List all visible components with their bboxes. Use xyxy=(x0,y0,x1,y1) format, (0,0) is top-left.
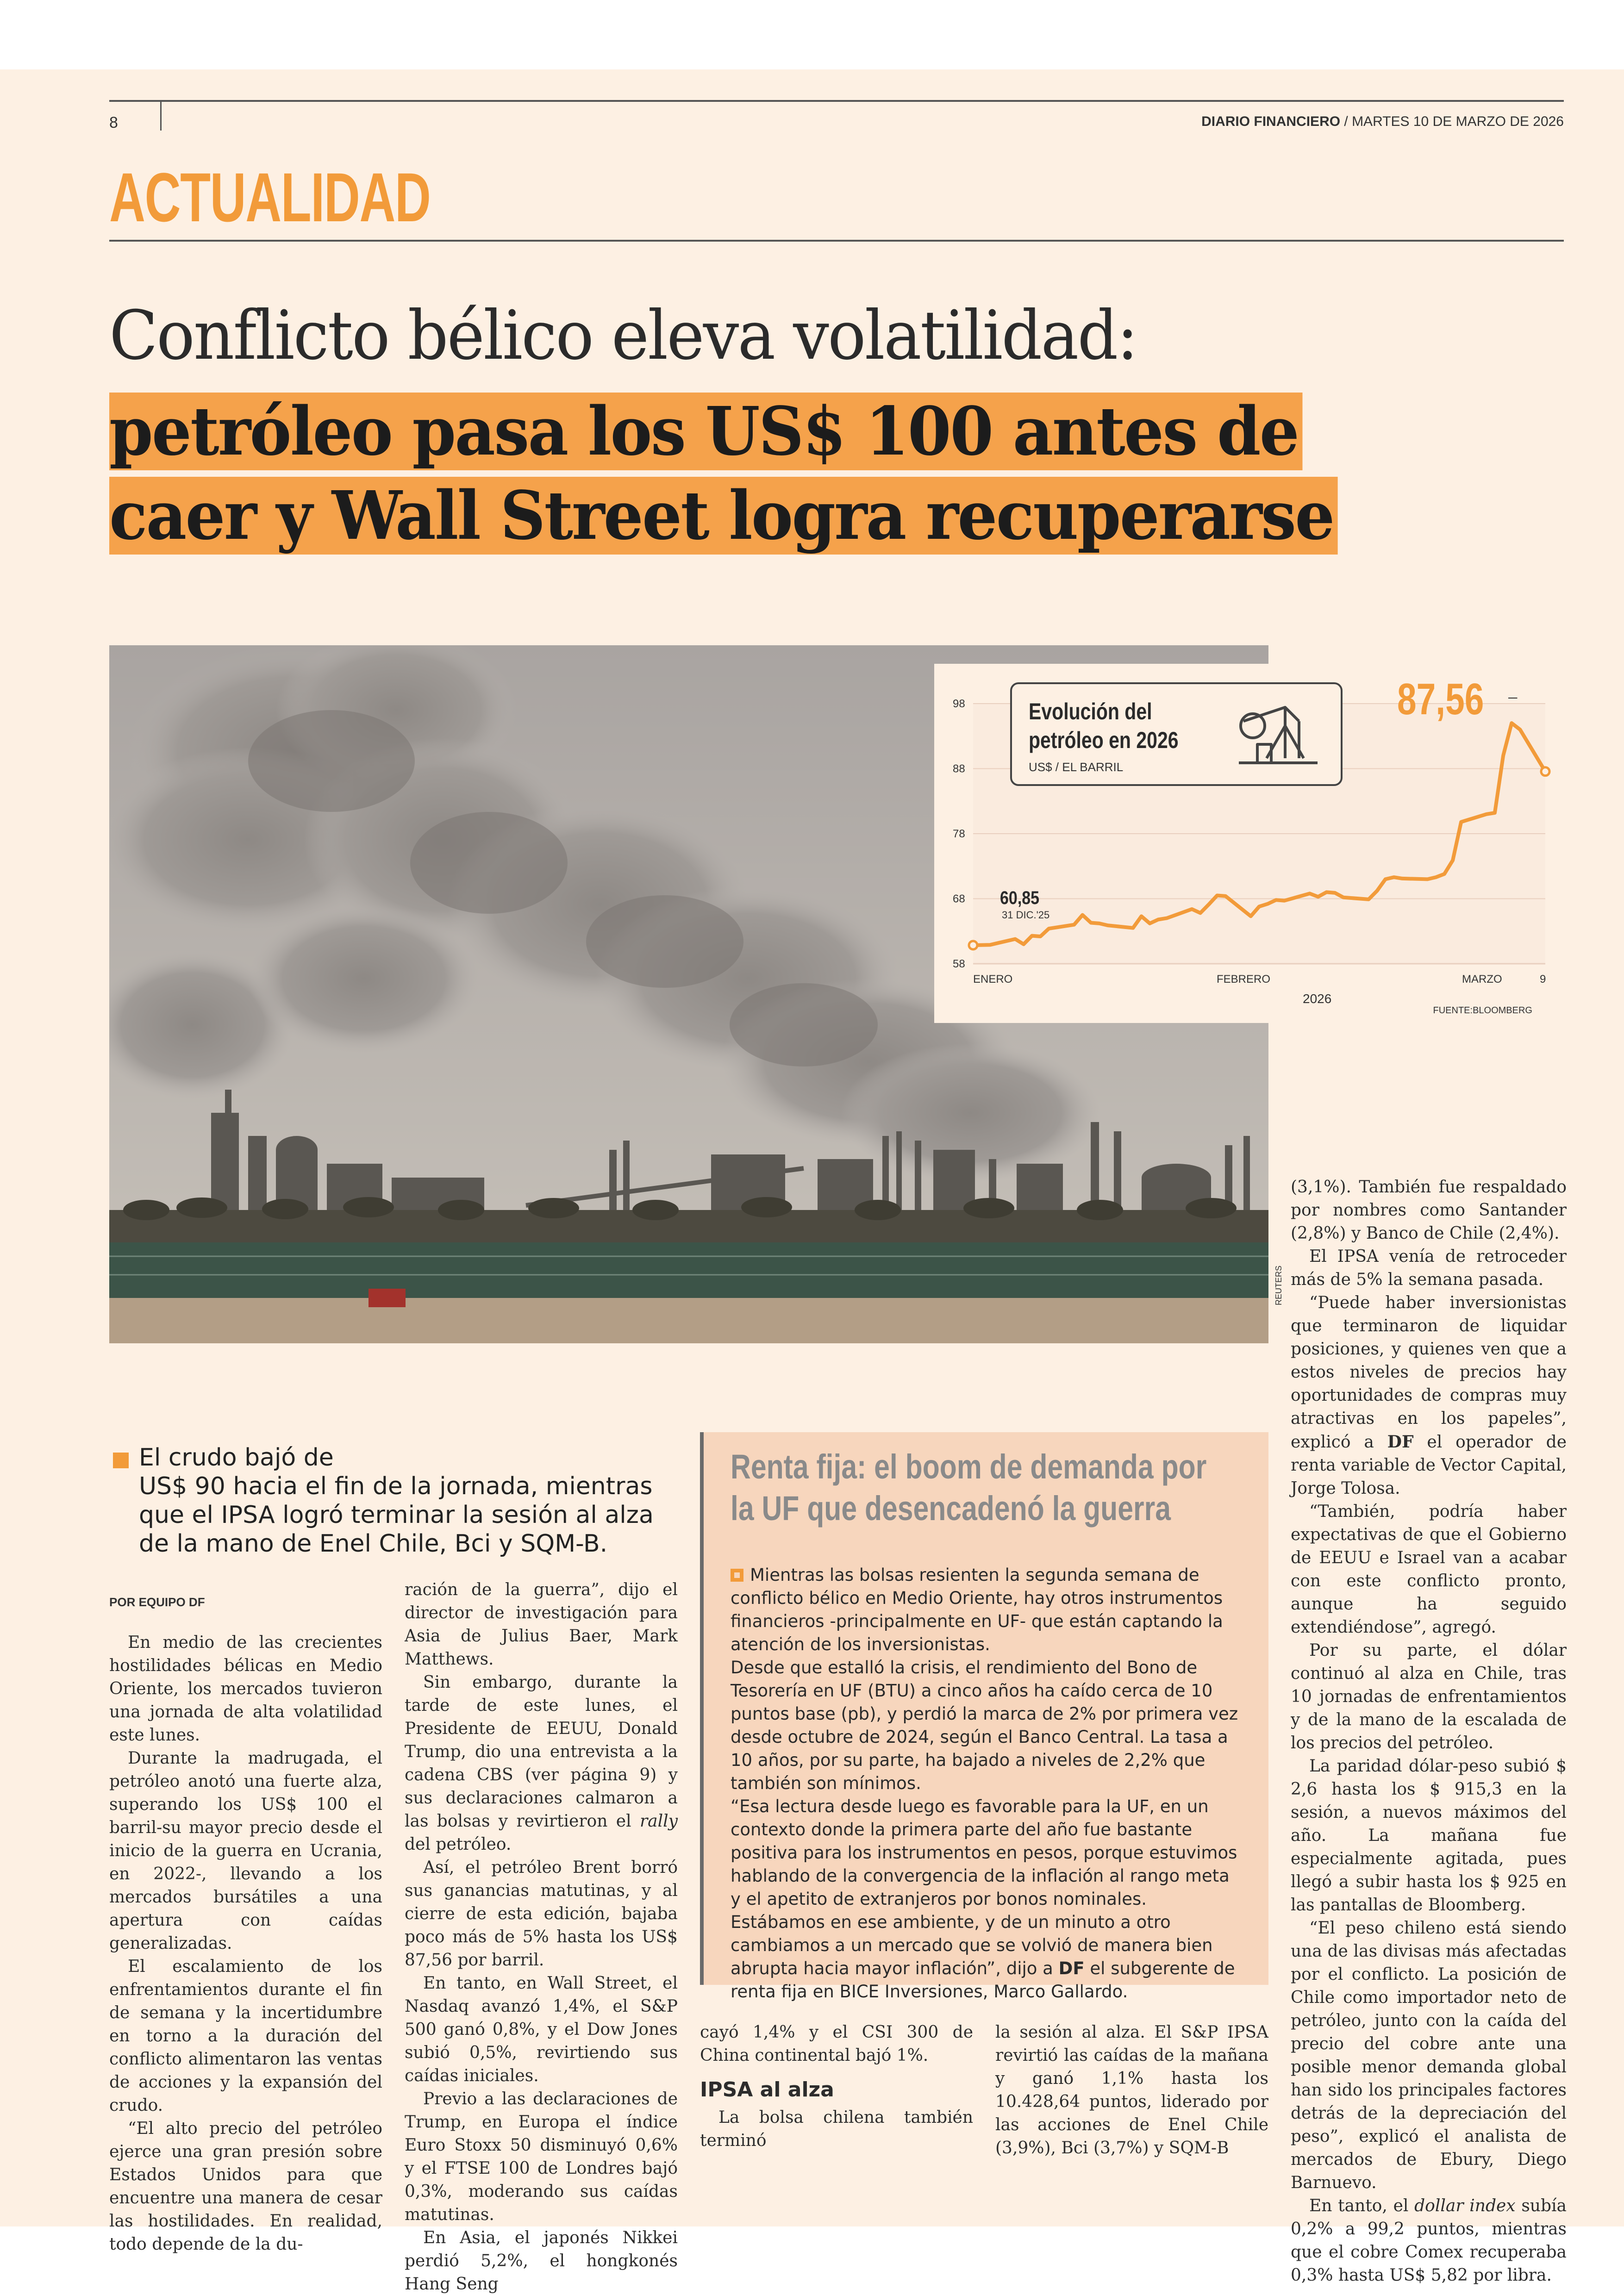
headline-line-3: caer y Wall Street logra recuperarse xyxy=(109,477,1338,555)
paragraph: (3,1%). También fue respaldado por nombres como Santander (2,8%) y Banco de Chile (2,4%). xyxy=(1291,1178,1567,1243)
chart-title-line-1: Evolución del xyxy=(1029,698,1152,724)
sidebar-accent-bar xyxy=(700,1432,704,1985)
y-tick-label: 78 xyxy=(953,828,965,840)
x-label-day: 9 xyxy=(1540,973,1546,985)
section-title: ACTUALIDAD xyxy=(109,158,431,236)
sidebar-text: el subgerente de renta fija en BICE Inversiones, Marco Gallardo. xyxy=(731,1958,1235,2002)
body-column-4 xyxy=(995,2021,1268,2160)
body-column-5 xyxy=(1291,1176,1567,2287)
photo-credit: REUTERS xyxy=(1274,1265,1283,1305)
text-run: subía 0,2% a 99,2 puntos, mientras que el cobre Comex recuperaba 0,3% hasta US$ 5,82 por libra. xyxy=(1291,2196,1567,2285)
page-number: 8 xyxy=(109,114,118,131)
chart-title-box xyxy=(1010,682,1343,786)
paragraph: “El peso chileno está siendo una de las divisas más afectadas por el conflicto. La posición de Chile como importador neto de petróleo, junto con la caída del precio del cobre ante una posible menor demanda global han sido los principales factores detrás de la depreciación del peso”, explicó el analista de mercados de Ebury, Diego Barnuevo. xyxy=(1291,1919,1567,2192)
paragraph: cayó 1,4% y el CSI 300 de China continental bajó 1%. xyxy=(700,2023,973,2065)
lead-paragraph xyxy=(139,1443,685,1558)
italic-text: rally xyxy=(639,1812,678,1831)
sidebar-paragraph xyxy=(731,1564,1244,1656)
paragraph: Por su parte, el dólar continuó al alza en Chile, tras 10 jornadas de enfrentamientos y de la mano de la escalada de los precios del petróleo. xyxy=(1291,1641,1567,1752)
paragraph: En medio de las crecientes hostilidades bélicas en Medio Oriente, los mercados tuvieron una jornada de alta volatilidad este lunes. xyxy=(109,1633,382,1745)
y-tick-label: 68 xyxy=(953,892,965,905)
paragraph xyxy=(405,1671,678,1856)
italic-text: dollar index xyxy=(1414,2196,1516,2215)
paragraph: La bolsa chilena también terminó xyxy=(700,2108,973,2150)
square-bullet-icon xyxy=(731,1569,743,1582)
oil-price-chart xyxy=(934,664,1565,1023)
last-value-label: 87,56 xyxy=(1397,674,1484,724)
paragraph: En Asia, el japonés Nikkei perdió 5,2%, el hongkonés Hang Seng xyxy=(405,2228,678,2294)
paragraph: Previo a las declaraciones de Trump, en Europa el índice Euro Stoxx 50 disminuyó 0,6% y el FTSE 100 de Londres bajó 0,3%, moderando sus caídas matutinas. xyxy=(405,2089,678,2224)
x-label-enero: ENERO xyxy=(973,973,1013,985)
chart-title-line-2: petróleo en 2026 xyxy=(1029,727,1179,753)
header-rule xyxy=(109,100,1564,102)
y-tick-label: 58 xyxy=(953,958,965,970)
paragraph xyxy=(1291,2195,1567,2287)
first-value-label: 60,85 xyxy=(1000,888,1040,908)
body-column-1 xyxy=(109,1631,382,2256)
sidebar-text: “Esa lectura desde luego es favorable para la UF, en un contexto donde la primera parte del año fue bastante positiva para los instrumentos en pesos, porque estuvimos hablando de la convergencia de la inflación al rango meta y el apetito de extranjeros por bonos nominales. Estábamos en ese ambiente, y de un minuto a otro cambiamos a un mercado que se volvió de manera bien abrupta hacia mayor inflación”, dijo a xyxy=(731,1796,1237,1978)
paragraph: La paridad dólar-peso subió $ 2,6 hasta los $ 915,3 en la sesión, a nuevos máximos del año. La mañana fue especialmente agitada, pues llegó a subir hasta los $ 925 en las pantallas de Bloomberg. xyxy=(1291,1757,1567,1915)
renta-fija-sidebar xyxy=(700,1432,1268,2002)
chart-source: FUENTE:BLOOMBERG xyxy=(1433,1005,1532,1016)
sidebar-paragraph xyxy=(731,1795,1244,2003)
body-column-3 xyxy=(700,2021,973,2152)
masthead xyxy=(1201,114,1564,130)
df-mention: DF xyxy=(1387,1432,1414,1452)
byline: POR EQUIPO DF xyxy=(109,1595,205,1609)
paragraph: El escalamiento de los enfrentamientos durante el fin de semana y la incertidumbre en torno a la duración del conflicto alimentaron las ventas de acciones y la expansión del crudo. xyxy=(109,1957,382,2115)
x-label-febrero: FEBRERO xyxy=(1217,973,1271,985)
publication-name: DIARIO FINANCIERO xyxy=(1201,114,1341,129)
text-run: “Puede haber inversionistas que terminaron de liquidar posiciones, y quienes ven que a estos niveles de precios hay oportunidades de compras muy atractivas en los papeles”, explicó a xyxy=(1291,1293,1567,1452)
x-year-label: 2026 xyxy=(1303,992,1332,1006)
y-tick-label: 98 xyxy=(953,698,965,710)
text-run: del petróleo. xyxy=(405,1835,512,1854)
paragraph: ración de la guerra”, dijo el director de investigación para Asia de Julius Baer, Mark Matthews. xyxy=(405,1580,678,1669)
page-number-divider xyxy=(160,100,162,131)
lead-text: US$ 90 hacia el fin de la jornada, mientras que el IPSA logró terminar la sesión al alza de la mano de Enel Chile, Bci y SQM-B. xyxy=(139,1472,654,1558)
sidebar-paragraph: Desde que estalló la crisis, el rendimiento del Bono de Tesorería en UF (BTU) a cinco años ha caído cerca de 10 puntos base (pb), y perdió la marca de 2% por primera vez desde octubre de 2024, según el Banco Central. La tasa a 10 años, por su parte, ha bajado a niveles de 2,2% que también son mínimos. xyxy=(731,1658,1238,1793)
paragraph: Durante la madrugada, el petróleo anotó una fuerte alza, superando los US$ 100 el barril-su mayor precio desde el inicio de la guerra en Ucrania, en 2022-, llevando a los mercados bursátiles a una apertura con caídas generalizadas. xyxy=(109,1749,382,1953)
oil-pump-icon xyxy=(1230,693,1327,777)
paragraph: En tanto, en Wall Street, el Nasdaq avanzó 1,4%, el S&P 500 ganó 0,8%, y el Dow Jones subió 0,5%, revirtiendo sus caídas iniciales. xyxy=(405,1974,678,2085)
y-tick-label: 88 xyxy=(953,762,965,775)
chart-unit: US$ / EL BARRIL xyxy=(1029,760,1124,774)
sidebar-title: Renta fija: el boom de demanda por la UF que desencadenó la guerra xyxy=(731,1447,1207,1528)
paragraph: “El alto precio del petróleo ejerce una gran presión sobre Estados Unidos para que encuentre una manera de cesar las hostilidades. En realidad, todo depende de la du- xyxy=(109,2119,382,2254)
issue-date: / MARTES 10 DE MARZO DE 2026 xyxy=(1340,114,1564,129)
last-data-point xyxy=(1541,767,1549,776)
x-label-marzo: MARZO xyxy=(1462,973,1502,985)
lead-marker xyxy=(113,1453,129,1468)
sidebar-text: Mientras las bolsas resienten la segunda semana de conflicto bélico en Medio Oriente, hay otros instrumentos financieros -principalmente en UF- que están captando la atención de los inversionistas. xyxy=(731,1565,1223,1654)
df-mention: DF xyxy=(1058,1958,1085,1978)
chart-title xyxy=(1029,697,1179,755)
headline-line-3-wrapper xyxy=(109,477,1416,555)
sidebar-body xyxy=(731,1564,1244,2003)
paragraph xyxy=(1291,1291,1567,1500)
paragraph: Así, el petróleo Brent borró sus ganancias matutinas, y al cierre de esta edición, bajaba poco más de 5% hasta los US$ 87,56 por barril. xyxy=(405,1858,678,1970)
section-rule xyxy=(109,240,1564,242)
text-run: Sin embargo, durante la tarde de este lunes, el Presidente de EEUU, Donald Trump, dio una entrevista a la cadena CBS (ver página 9) y sus declaraciones calmaron a las bolsas y revirtieron el xyxy=(405,1673,678,1831)
first-value-date: 31 DIC.'25 xyxy=(1002,909,1050,921)
first-data-point xyxy=(969,941,977,949)
lead-line-1: El crudo bajó de xyxy=(139,1444,334,1472)
headline-line-2-wrapper xyxy=(109,393,1379,470)
text-run: En tanto, el xyxy=(1309,2196,1415,2215)
paragraph: la sesión al alza. El S&P IPSA revirtió las caídas de la mañana y ganó 1,1% hasta los 10.428,64 puntos, liderado por las acciones de Enel Chile (3,9%), Bci (3,7%) y SQM-B xyxy=(995,2023,1268,2158)
text-run: el operador de renta variable de Vector Capital, Jorge Tolosa. xyxy=(1291,1433,1567,1498)
subhead-ipsa: IPSA al alza xyxy=(700,2078,834,2102)
paragraph: El IPSA venía de retroceder más de 5% la semana pasada. xyxy=(1291,1247,1567,1289)
headline-line-2: petróleo pasa los US$ 100 antes de xyxy=(109,393,1302,470)
headline-line-1: Conflicto bélico eleva volatilidad: xyxy=(109,296,1137,375)
paragraph: “También, podría haber expectativas de que el Gobierno de EEUU e Israel van a acabar con este conflicto pronto, aunque ha seguido extendiéndose”, agregó. xyxy=(1291,1502,1567,1637)
body-column-2 xyxy=(405,1578,678,2295)
